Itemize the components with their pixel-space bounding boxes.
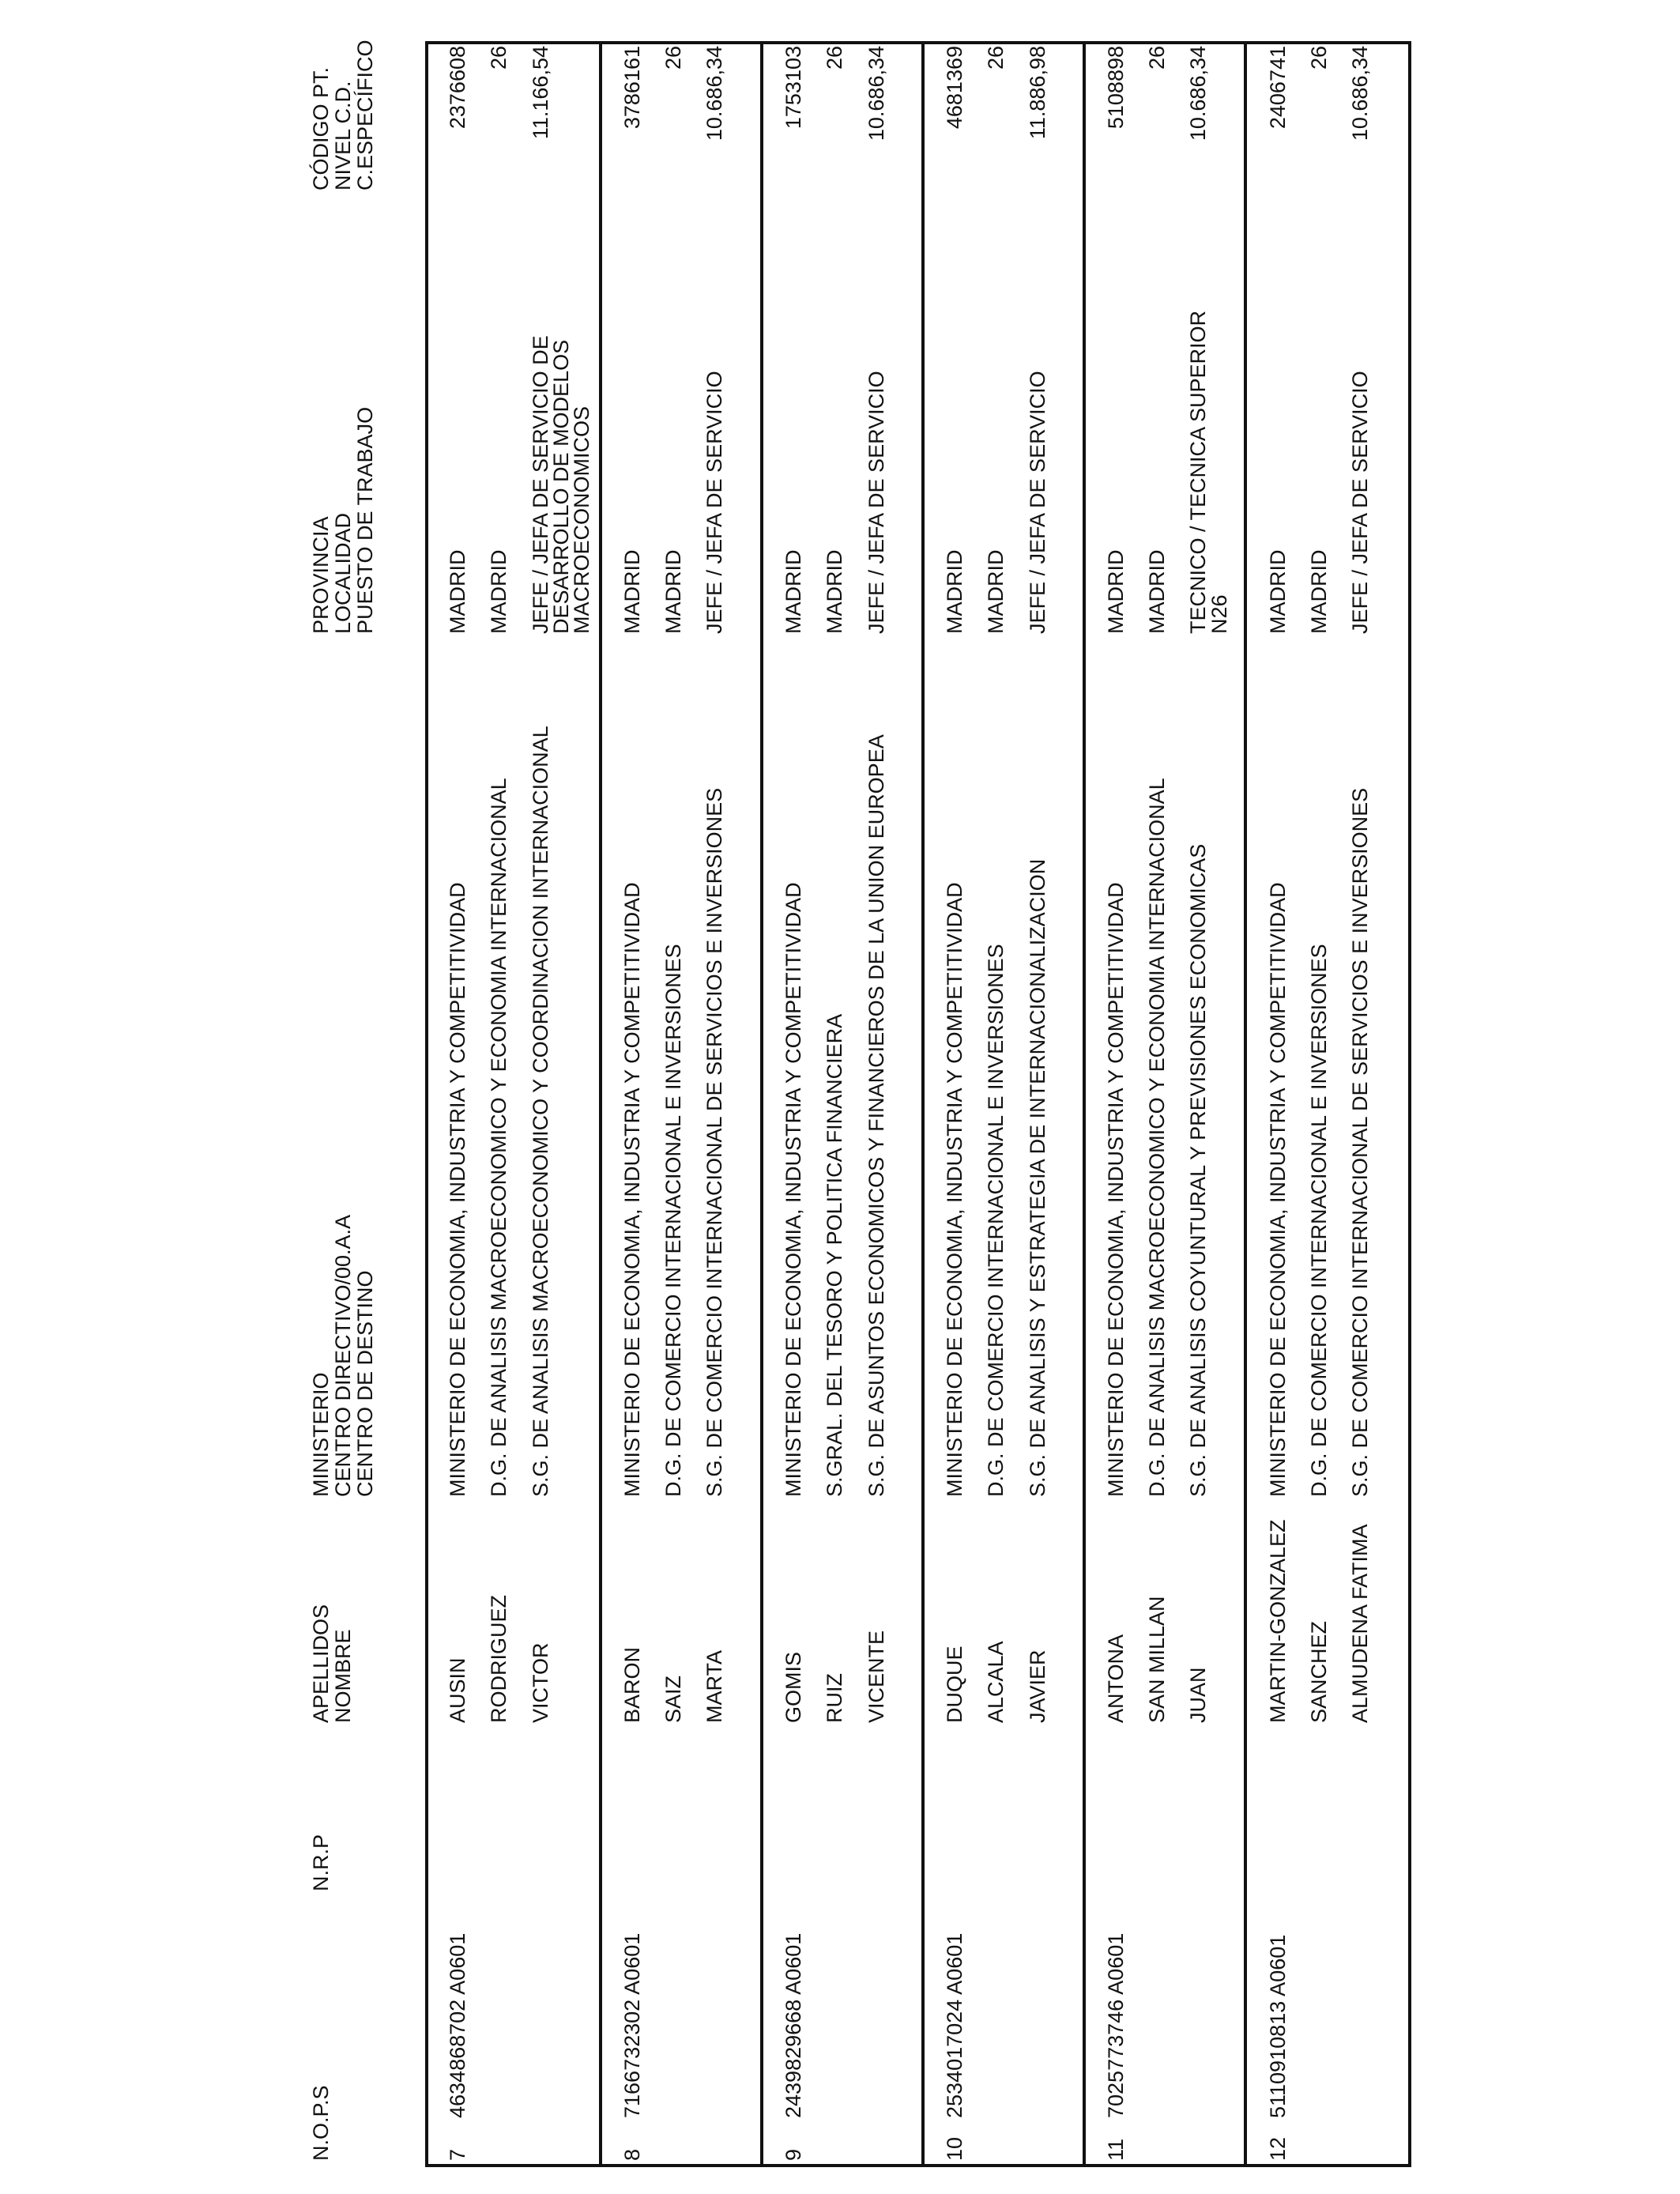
row-nombre: ALMUDENA FATIMA xyxy=(1348,1524,1372,1723)
header-puesto: PUESTO DE TRABAJO xyxy=(353,406,377,634)
row-apellido1: ANTONA xyxy=(1104,1634,1128,1723)
row-codigo: 5108898 xyxy=(1104,46,1128,130)
header-especifico: C.ESPECÍFICO xyxy=(353,40,377,190)
row-localidad: MADRID xyxy=(823,549,846,634)
row-nrp: 2534017024 A0601 xyxy=(943,1932,966,2118)
row-nrp: 4634868702 A0601 xyxy=(446,1932,469,2118)
row-nrp: 5110910813 A0601 xyxy=(1266,1934,1290,2118)
row-apellido2: RODRIGUEZ xyxy=(487,1595,510,1723)
row-divider xyxy=(599,41,602,2167)
row-apellido2: SAIZ xyxy=(661,1675,685,1723)
header-centro-directivo: CENTRO DIRECTIVO/00.A.A xyxy=(331,1214,355,1497)
row-nops: 9 xyxy=(782,2148,805,2161)
row-divider xyxy=(1083,41,1086,2167)
row-especifico: 10.686,34 xyxy=(703,46,726,141)
row-centro-destino: S.G. DE COMERCIO INTERNACIONAL DE SERVICIOS E INVERSIONES xyxy=(1348,787,1372,1497)
row-centro-directivo: D.G. DE ANALISIS MACROECONOMICO Y ECONOMIA INTERNACIONAL xyxy=(1145,778,1169,1497)
row-nops: 7 xyxy=(446,2148,469,2161)
row-nrp: 7166732302 A0601 xyxy=(620,1932,644,2118)
row-centro-directivo: D.G. DE COMERCIO INTERNACIONAL E INVERSIONES xyxy=(661,944,685,1497)
row-apellido2: ALCALA xyxy=(984,1641,1008,1723)
row-localidad: MADRID xyxy=(984,549,1008,634)
row-nombre: JAVIER xyxy=(1026,1649,1049,1723)
header-codigo: CÓDIGO PT. xyxy=(309,66,333,190)
row-centro-destino: S.G. DE ANALISIS Y ESTRATEGIA DE INTERNACIONALIZACION xyxy=(1026,858,1049,1497)
row-provincia: MADRID xyxy=(620,549,644,634)
row-divider xyxy=(921,41,925,2167)
row-puesto: N26 xyxy=(1207,594,1231,634)
row-especifico: 10.686,34 xyxy=(1348,46,1372,141)
row-nivel: 26 xyxy=(487,46,510,70)
row-provincia: MADRID xyxy=(943,549,966,634)
row-localidad: MADRID xyxy=(1307,549,1331,634)
header-nivel: NIVEL C.D. xyxy=(331,81,355,190)
row-codigo: 2376608 xyxy=(446,46,469,130)
row-nrp: 2439829668 A0601 xyxy=(782,1932,805,2118)
row-nops: 8 xyxy=(620,2148,644,2161)
row-puesto: DESARROLLO DE MODELOS xyxy=(549,339,573,634)
header-provincia: PROVINCIA xyxy=(309,516,333,634)
row-centro-directivo: D.G. DE ANALISIS MACROECONOMICO Y ECONOMIA INTERNACIONAL xyxy=(487,778,510,1497)
row-especifico: 11.886,98 xyxy=(1026,46,1049,140)
row-provincia: MADRID xyxy=(1104,549,1128,634)
row-divider xyxy=(760,41,763,2167)
row-centro-destino: S.G. DE ANALISIS COYUNTURAL Y PREVISIONES ECONOMICAS xyxy=(1186,843,1210,1497)
row-provincia: MADRID xyxy=(782,549,805,634)
table-border xyxy=(425,41,1411,2167)
row-codigo: 4681369 xyxy=(943,46,966,130)
row-apellido1: BARON xyxy=(620,1646,644,1723)
row-apellido1: GOMIS xyxy=(782,1651,805,1723)
header-apellidos: APELLIDOS xyxy=(309,1604,333,1723)
header-ministerio: MINISTERIO xyxy=(309,1372,333,1497)
row-ministerio: MINISTERIO DE ECONOMIA, INDUSTRIA Y COMPETITIVIDAD xyxy=(1266,882,1290,1497)
row-nivel: 26 xyxy=(984,46,1008,70)
row-nrp: 7025773746 A0601 xyxy=(1104,1932,1128,2118)
row-codigo: 2406741 xyxy=(1266,46,1290,130)
row-centro-directivo: D.G. DE COMERCIO INTERNACIONAL E INVERSIONES xyxy=(1307,944,1331,1497)
row-nivel: 26 xyxy=(661,46,685,70)
row-nops: 12 xyxy=(1266,2136,1290,2161)
row-localidad: MADRID xyxy=(487,549,510,634)
row-nombre: JUAN xyxy=(1186,1667,1210,1723)
row-apellido1: AUSIN xyxy=(446,1657,469,1723)
row-provincia: MADRID xyxy=(446,549,469,634)
row-puesto: TECNICO / TECNICA SUPERIOR xyxy=(1186,310,1210,634)
row-puesto: MACROECONOMICOS xyxy=(570,405,593,634)
header-localidad: LOCALIDAD xyxy=(331,512,355,634)
row-centro-directivo: S.GRAL. DEL TESORO Y POLITICA FINANCIERA xyxy=(823,1013,846,1497)
row-apellido2: RUIZ xyxy=(823,1673,846,1723)
row-nombre: MARTA xyxy=(703,1649,726,1723)
row-nombre: VICTOR xyxy=(529,1642,552,1723)
row-nombre: VICENTE xyxy=(864,1630,888,1723)
row-centro-directivo: D.G. DE COMERCIO INTERNACIONAL E INVERSIONES xyxy=(984,944,1008,1497)
row-centro-destino: S.G. DE COMERCIO INTERNACIONAL DE SERVICIOS E INVERSIONES xyxy=(703,787,726,1497)
row-especifico: 11.166,54 xyxy=(529,46,552,140)
row-apellido1: DUQUE xyxy=(943,1646,966,1723)
row-localidad: MADRID xyxy=(1145,549,1169,634)
row-apellido2: SANCHEZ xyxy=(1307,1620,1331,1723)
row-centro-destino: S.G. DE ANALISIS MACROECONOMICO Y COORDINACION INTERNACIONAL xyxy=(529,726,552,1497)
row-puesto: JEFE / JEFA DE SERVICIO xyxy=(1348,371,1372,634)
row-apellido2: SAN MILLAN xyxy=(1145,1596,1169,1723)
row-nops: 10 xyxy=(943,2136,966,2161)
row-puesto: JEFE / JEFA DE SERVICIO xyxy=(864,371,888,634)
row-nivel: 26 xyxy=(823,46,846,70)
row-apellido1: MARTIN-GONZALEZ xyxy=(1266,1519,1290,1723)
row-especifico: 10.686,34 xyxy=(864,46,888,141)
row-ministerio: MINISTERIO DE ECONOMIA, INDUSTRIA Y COMPETITIVIDAD xyxy=(620,882,644,1497)
row-puesto: JEFE / JEFA DE SERVICIO xyxy=(703,371,726,634)
row-nivel: 26 xyxy=(1145,46,1169,70)
header-centro-destino: CENTRO DE DESTINO xyxy=(353,1270,377,1497)
row-ministerio: MINISTERIO DE ECONOMIA, INDUSTRIA Y COMPETITIVIDAD xyxy=(1104,882,1128,1497)
row-ministerio: MINISTERIO DE ECONOMIA, INDUSTRIA Y COMPETITIVIDAD xyxy=(782,882,805,1497)
row-divider xyxy=(1244,41,1247,2167)
row-especifico: 10.686,34 xyxy=(1186,46,1210,141)
row-puesto: JEFE / JEFA DE SERVICIO DE xyxy=(529,335,552,634)
header-nops: N.O.P.S xyxy=(309,2085,333,2161)
row-codigo: 3786161 xyxy=(620,46,644,130)
row-localidad: MADRID xyxy=(661,549,685,634)
row-centro-destino: S.G. DE ASUNTOS ECONOMICOS Y FINANCIEROS DE LA UNION EUROPEA xyxy=(864,734,888,1497)
row-puesto: JEFE / JEFA DE SERVICIO xyxy=(1026,371,1049,634)
row-provincia: MADRID xyxy=(1266,549,1290,634)
row-ministerio: MINISTERIO DE ECONOMIA, INDUSTRIA Y COMPETITIVIDAD xyxy=(446,882,469,1497)
row-ministerio: MINISTERIO DE ECONOMIA, INDUSTRIA Y COMPETITIVIDAD xyxy=(943,882,966,1497)
row-codigo: 1753103 xyxy=(782,46,805,130)
row-nivel: 26 xyxy=(1307,46,1331,70)
row-nops: 11 xyxy=(1104,2138,1128,2161)
header-nrp: N.R.P xyxy=(309,1834,333,1891)
header-nombre: NOMBRE xyxy=(331,1629,355,1723)
